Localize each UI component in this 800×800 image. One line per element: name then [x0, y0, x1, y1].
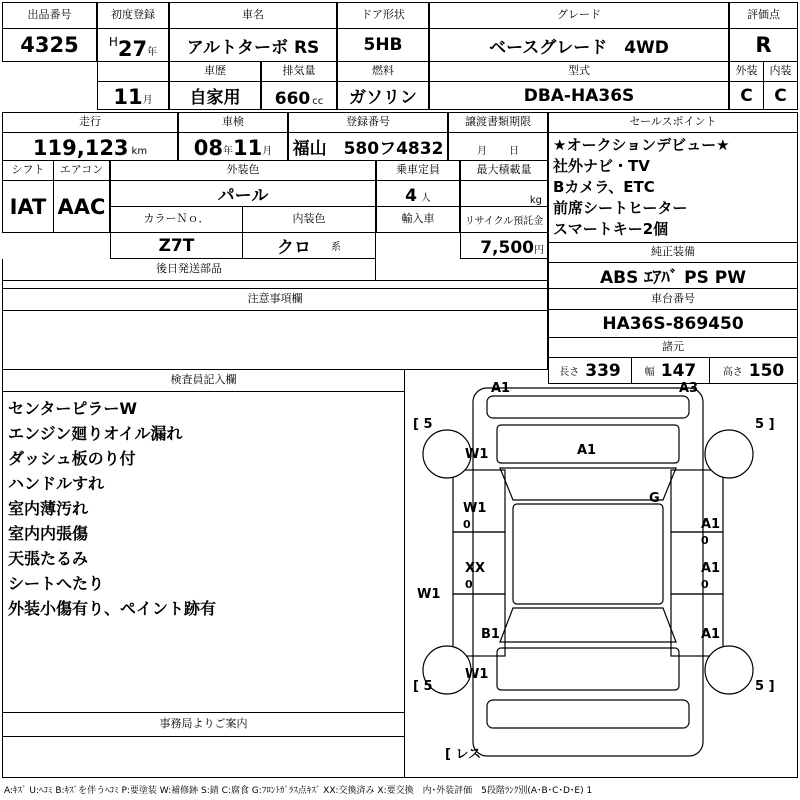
first-reg-label: 初度登録 [111, 8, 155, 22]
grade-label-cell [429, 2, 729, 29]
shift-value-cell [2, 181, 54, 233]
car-name-value: アルトターボ RS [186, 37, 320, 58]
equip-title: 純正装備 [651, 245, 695, 259]
inspector-line: シートへたり [8, 574, 105, 593]
dimension-label: 諸元 [662, 340, 684, 354]
first-reg-label-cell [97, 2, 169, 29]
chassis-value-cell [548, 310, 798, 338]
equip-value: ABS ｴｱﾊﾞ PS PW [599, 268, 747, 288]
first-reg-value-cell [97, 29, 169, 62]
office-title-cell [2, 713, 405, 737]
damage-diagram-panel [405, 370, 798, 778]
import-label-cell [376, 207, 460, 233]
exterior-label-cell [729, 62, 764, 82]
car-name-label: 車名 [242, 8, 264, 22]
color-no-label: カラーＮｏ． [143, 212, 210, 226]
int-color-value-cell [243, 233, 376, 259]
plate-label: 登録番号 [346, 115, 390, 129]
seats-unit: 人 [420, 193, 431, 204]
mark-left-front-door: W1 [463, 501, 487, 516]
transfer-month-unit: 月 [477, 146, 487, 157]
plate-label-cell [288, 112, 448, 133]
equip-title-cell [548, 243, 798, 263]
history-label: 車歴 [204, 64, 226, 78]
mileage-value: 119,123 [32, 136, 129, 160]
height-value: 150 [748, 360, 785, 381]
office-body-cell [2, 737, 405, 778]
mark-bottom-note: [ レス [445, 747, 482, 762]
inspector-title: 検査員記入欄 [170, 373, 237, 387]
max-load-label: 最大積載量 [476, 163, 532, 177]
shaken-year-unit: 年 [223, 146, 233, 157]
caution-title-cell [2, 289, 548, 311]
shaken-value-cell [178, 133, 288, 161]
shaken-month-unit: 月 [262, 146, 273, 157]
mark-right-rear-door: A1 [701, 561, 721, 576]
seats-label: 乗車定員 [396, 163, 440, 177]
reg-month-cell [97, 82, 169, 110]
color-no-value-cell [110, 233, 243, 259]
door-label: ドア形状 [361, 8, 405, 22]
grade-value: ベースグレード 4WD [489, 37, 669, 58]
model-code-value-cell [429, 82, 729, 110]
width-label: 幅 [644, 367, 655, 378]
chassis-value: HA36S-869450 [602, 313, 744, 334]
ac-value: AAC [57, 194, 106, 219]
plate-value: 福山 580フ4832 [292, 139, 444, 159]
first-reg-year-unit: 年 [147, 47, 158, 58]
mark-left-front-door-sub: 0 [463, 518, 471, 531]
mileage-label: 走行 [79, 115, 101, 129]
exterior-grade-cell [729, 82, 764, 110]
max-load-label-cell [460, 161, 548, 181]
mark-left-rear-door-sub: 0 [465, 578, 473, 591]
recycle-unit: 円 [534, 245, 544, 256]
later-parts-extra-cell [376, 259, 548, 281]
mileage-unit: km [131, 146, 148, 157]
interior-grade-cell [764, 82, 798, 110]
chassis-label-cell [548, 289, 798, 310]
sales-point-line: ★オークションデビュー★ [553, 136, 730, 154]
sales-point-line: Bカメラ、ETC [553, 178, 655, 196]
interior-grade: C [774, 85, 787, 106]
transfer-value-cell [448, 133, 548, 161]
fuel-label-cell [337, 62, 429, 82]
office-title: 事務局よりご案内 [159, 717, 248, 731]
sales-point-line: 前席シートヒーター [553, 199, 688, 217]
displacement-label: 排気量 [282, 64, 316, 78]
history-value-cell [169, 82, 261, 110]
transfer-label-cell [448, 112, 548, 133]
mark-trunk: B1 [481, 627, 500, 642]
inspector-line: 室内内張傷 [8, 524, 89, 543]
interior-label-cell [764, 62, 798, 82]
mark-left-rear-fender: W1 [417, 587, 441, 602]
chassis-label: 車台番号 [651, 291, 695, 305]
lot-no-label: 出品番号 [27, 8, 72, 22]
score-value-cell [729, 29, 798, 62]
shaken-label: 車検 [222, 115, 244, 129]
mark-top-right: A3 [679, 381, 699, 396]
inspector-line: ハンドルすれ [8, 474, 105, 493]
mark-left-bracket-top: [ 5 [413, 417, 433, 432]
history-label-cell [169, 62, 261, 82]
displacement-label-cell [261, 62, 337, 82]
mileage-label-cell [2, 112, 178, 133]
car-diagram-svg [405, 370, 796, 776]
reg-month-unit: 月 [142, 95, 153, 106]
grade-label: グレード [557, 8, 601, 22]
lot-no-value: 4325 [20, 33, 79, 57]
fuel-value-cell [337, 82, 429, 110]
recycle-label-cell [460, 207, 548, 233]
shift-label-cell [2, 161, 54, 181]
displacement-value-cell [261, 82, 337, 110]
ac-label: エアコン [59, 163, 104, 177]
model-code-label-cell [429, 62, 729, 82]
ext-color-value-cell [110, 181, 376, 207]
fuel-label: 燃料 [372, 64, 394, 78]
ac-label-cell [54, 161, 110, 181]
length-label: 長さ [559, 367, 580, 378]
equip-value-cell [548, 263, 798, 289]
later-parts-value-cell [2, 281, 548, 289]
fuel-value: ガソリン [349, 88, 417, 108]
seats-label-cell [376, 161, 460, 181]
caution-title: 注意事項欄 [247, 292, 303, 306]
later-parts-label: 後日発送部品 [156, 262, 222, 276]
score-label: 評価点 [747, 8, 780, 22]
inspector-line: 室内薄汚れ [8, 499, 89, 518]
mark-top-left: A1 [491, 381, 511, 396]
recycle-value: 7,500 [480, 238, 534, 258]
sales-point-title: セールスポイント [629, 115, 717, 129]
width-value: 147 [660, 360, 697, 381]
shift-value: IAT [9, 194, 47, 219]
int-color-suffix: 系 [331, 242, 341, 253]
inspector-title-cell [2, 370, 405, 392]
mark-right-front-door-sub: 0 [701, 534, 709, 547]
ext-color-label: 外装色 [226, 163, 260, 177]
mark-hood: A1 [577, 443, 597, 458]
height-label: 高さ [722, 367, 743, 378]
model-code-label: 型式 [568, 64, 590, 78]
blank-cell-a [97, 62, 169, 82]
int-color-value: クロ [277, 238, 311, 258]
sales-point-title-cell [548, 112, 798, 133]
shaken-year: 08 [193, 136, 223, 160]
sales-point-line: スマートキー2個 [553, 220, 669, 238]
legend-row [4, 780, 796, 798]
ext-color-label-cell [110, 161, 376, 181]
int-color-label: 内装色 [292, 212, 326, 226]
color-no-value: Z7T [158, 235, 195, 256]
exterior-label: 外装 [735, 64, 758, 78]
shift-label: シフト [11, 163, 45, 177]
shaken-label-cell [178, 112, 288, 133]
inspector-line: 外装小傷有り、ペイント跡有 [8, 599, 217, 618]
inspector-line: ダッシュ板のり付 [8, 449, 136, 468]
plate-value-cell [288, 133, 448, 161]
interior-label: 内装 [769, 64, 792, 78]
door-value: 5HB [363, 35, 403, 55]
seats-value: 4 [405, 186, 417, 206]
color-no-label-cell [110, 207, 243, 233]
score-value: R [755, 33, 772, 57]
inspector-body-cell [2, 392, 405, 713]
dimension-label-cell [548, 338, 798, 358]
door-label-cell [337, 2, 429, 29]
grade-value-cell [429, 29, 729, 62]
length-value: 339 [585, 360, 621, 381]
mark-left-rear-door: XX [465, 561, 486, 576]
lot-no-value-cell [2, 29, 97, 62]
transfer-label: 譲渡書類期限 [465, 115, 531, 129]
displacement-value: 660 [274, 89, 311, 109]
mark-right-rear-door-sub: 0 [701, 578, 709, 591]
seats-value-cell [376, 181, 460, 207]
exterior-grade: C [740, 85, 753, 106]
inspector-line: エンジン廻りオイル漏れ [8, 424, 183, 443]
mark-right-rear: A1 [701, 627, 721, 642]
import-label: 輸入車 [401, 212, 435, 226]
recycle-label: リサイクル預託金 [464, 216, 544, 227]
first-reg-year: 27 [117, 37, 148, 61]
model-code-value: DBA-HA36S [523, 85, 635, 106]
shaken-month: 11 [233, 136, 263, 160]
ext-color-value: パール [217, 186, 269, 206]
int-color-label-cell [243, 207, 376, 233]
ac-value-cell [54, 181, 110, 233]
later-parts-label-cell [2, 259, 376, 281]
inspector-line: 天張たるみ [8, 549, 89, 568]
car-name-value-cell [169, 29, 337, 62]
legend-text: A:ｷｽﾞ U:ﾍｺﾐ B:ｷｽﾞを伴うﾍｺﾐ P:要塗装 W:補修跡 S:錆 C:腐食 G:ﾌﾛﾝﾄｶﾞﾗｽ点ｷｽﾞ XX:交換済み X:要交換 内･外装評価 5段階ﾗﾝｸ別(A･B･C･D･E) 1 [4, 785, 593, 796]
mark-left-front-fender: W1 [465, 447, 489, 462]
max-load-unit: kg [529, 195, 542, 206]
mark-right-bracket-bottom: 5 ] [755, 679, 775, 694]
mark-left-bracket-bottom: [ 5 [413, 679, 433, 694]
sales-point-list [548, 133, 798, 243]
displacement-unit: cc [312, 96, 324, 107]
mark-right-bracket-top: 5 ] [755, 417, 775, 432]
car-name-label-cell [169, 2, 337, 29]
reg-month: 11 [113, 85, 143, 109]
caution-body-cell [2, 311, 548, 370]
mileage-value-cell [2, 133, 178, 161]
sales-point-line: 社外ナビ・TV [553, 157, 650, 175]
history-value: 自家用 [189, 88, 241, 108]
door-value-cell [337, 29, 429, 62]
first-reg-era: H [108, 35, 118, 49]
inspector-line: センターピラーW [8, 399, 138, 418]
mark-roof: G [649, 491, 660, 506]
mark-rear-bumper: W1 [465, 667, 489, 682]
max-load-value-cell [460, 181, 548, 207]
transfer-day-unit: 日 [509, 146, 519, 157]
lot-no-label-cell [2, 2, 97, 29]
mark-right-front-door: A1 [701, 517, 721, 532]
score-label-cell [729, 2, 798, 29]
recycle-value-cell [460, 233, 548, 259]
